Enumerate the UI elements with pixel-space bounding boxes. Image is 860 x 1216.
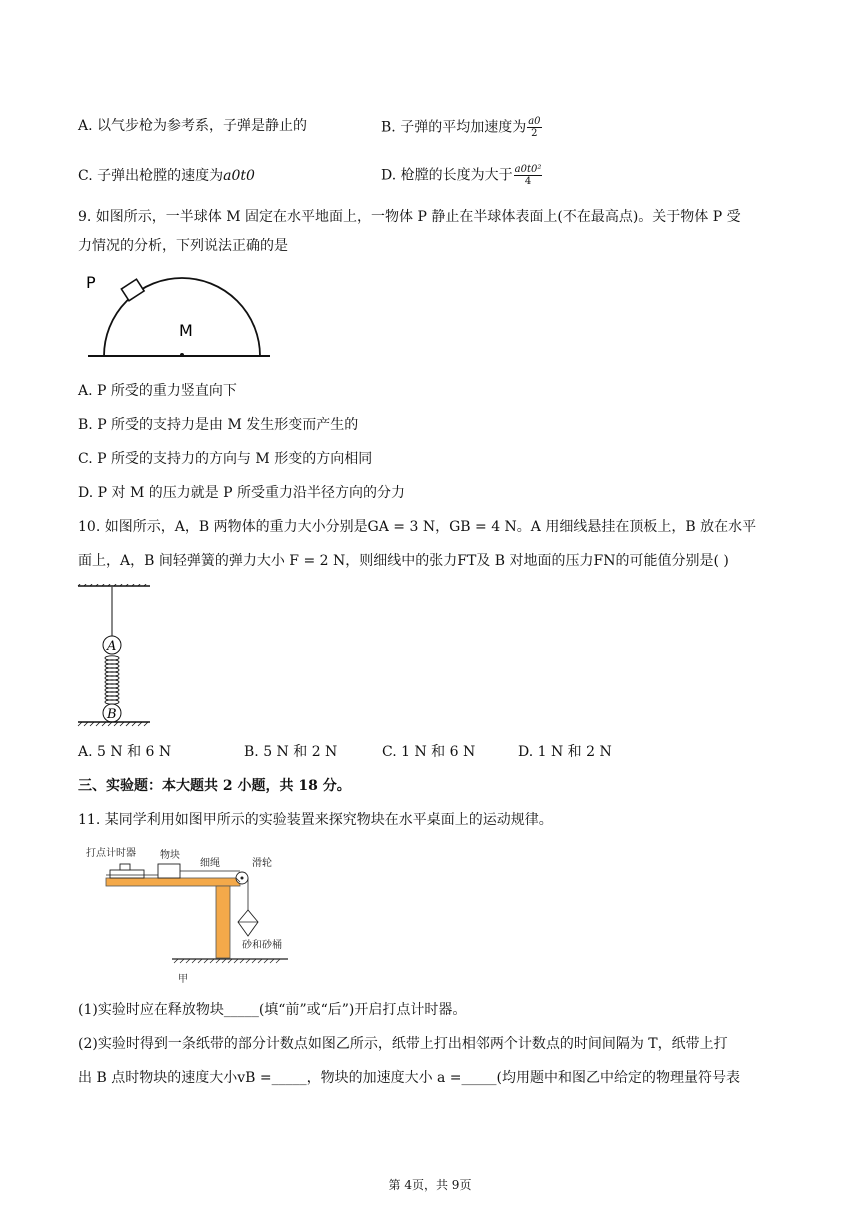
fraction-denominator: 2 bbox=[531, 128, 538, 139]
q10-option-c: C. 1 N 和 6 N bbox=[382, 744, 476, 760]
figure-label-m: M bbox=[179, 321, 193, 340]
q8-option-c bbox=[78, 166, 255, 186]
figure-label-b: B bbox=[107, 707, 117, 722]
q11-part1: (1)实验时应在释放物块_____(填“前”或“后”)开启打点计时器。 bbox=[78, 1002, 467, 1018]
figure-label-p: P bbox=[86, 273, 96, 292]
q8-option-b bbox=[381, 116, 542, 139]
fraction-numerator: a0 bbox=[528, 116, 541, 127]
section3-heading: 三、实验题：本大题共 2 小题，共 18 分。 bbox=[78, 778, 351, 794]
q10-option-d: D. 1 N 和 2 N bbox=[518, 744, 612, 760]
q9-stem-line1: 9. 如图所示，一半球体 M 固定在水平地面上，一物体 P 静止在半球体表面上(不在最高点)。关于物体 P 受 bbox=[78, 209, 741, 225]
q11-apparatus-figure bbox=[76, 842, 316, 988]
q8-option-b-text: B. 子弹的平均加速度为 bbox=[381, 119, 527, 136]
q8-option-d-text: D. 枪膛的长度为大于 bbox=[381, 167, 513, 184]
q10-stem-line1: 10. 如图所示，A，B 两物体的重力大小分别是GA = 3 N，GB = 4 N。A 用细线悬挂在顶板上，B 放在水平 bbox=[78, 519, 757, 535]
label-sand: 砂和砂桶 bbox=[242, 940, 282, 951]
q9-option-b: B. P 所受的支持力是由 M 发生形变而产生的 bbox=[78, 417, 359, 433]
fraction-numerator: a0t0² bbox=[514, 164, 542, 175]
fraction-denominator: 4 bbox=[524, 176, 532, 187]
q10-spring-figure bbox=[76, 584, 156, 734]
q8-option-d bbox=[381, 164, 542, 187]
q10-stem-line2: 面上，A，B 间轻弹簧的弹力大小 F = 2 N，则细线中的张力FT及 B 对地面的压力FN的可能值分别是( ) bbox=[78, 553, 729, 569]
page-footer: 第 4页，共 9页 bbox=[388, 1178, 472, 1192]
q8-option-a: A. 以气步枪为参考系，子弹是静止的 bbox=[78, 118, 308, 134]
q11-part2-line2: 出 B 点时物块的速度大小vB =_____，物块的加速度大小 a =_____(均用题中和图乙中给定的物理量符号表 bbox=[78, 1070, 741, 1086]
q8-option-c-math: a0t0 bbox=[223, 168, 255, 184]
label-caption: 甲 bbox=[178, 974, 188, 985]
q9-hemisphere-figure bbox=[80, 268, 280, 364]
q9-option-d: D. P 对 M 的压力就是 P 所受重力沿半径方向的分力 bbox=[78, 485, 406, 501]
q8-option-b-fraction bbox=[527, 116, 541, 139]
q9-stem-line2: 力情况的分析，下列说法正确的是 bbox=[78, 238, 288, 254]
q11-part2-line1: (2)实验时得到一条纸带的部分计数点如图乙所示，纸带上打出相邻两个计数点的时间间隔为 T，纸带上打 bbox=[78, 1036, 728, 1052]
q8-option-d-fraction bbox=[514, 164, 543, 187]
figure-label-a: A bbox=[107, 639, 117, 654]
label-pulley: 滑轮 bbox=[252, 858, 272, 869]
q9-option-a: A. P 所受的重力竖直向下 bbox=[78, 383, 237, 399]
q11-stem: 11. 某同学利用如图甲所示的实验装置来探究物块在水平桌面上的运动规律。 bbox=[78, 812, 553, 828]
q9-option-c: C. P 所受的支持力的方向与 M 形变的方向相同 bbox=[78, 451, 373, 467]
label-block: 物块 bbox=[160, 850, 180, 861]
label-string: 细绳 bbox=[200, 858, 220, 869]
q10-option-a: A. 5 N 和 6 N bbox=[78, 744, 172, 760]
q8-option-c-text: C. 子弹出枪膛的速度为 bbox=[78, 168, 224, 184]
label-timer: 打点计时器 bbox=[86, 848, 136, 859]
q10-option-b: B. 5 N 和 2 N bbox=[244, 744, 338, 760]
